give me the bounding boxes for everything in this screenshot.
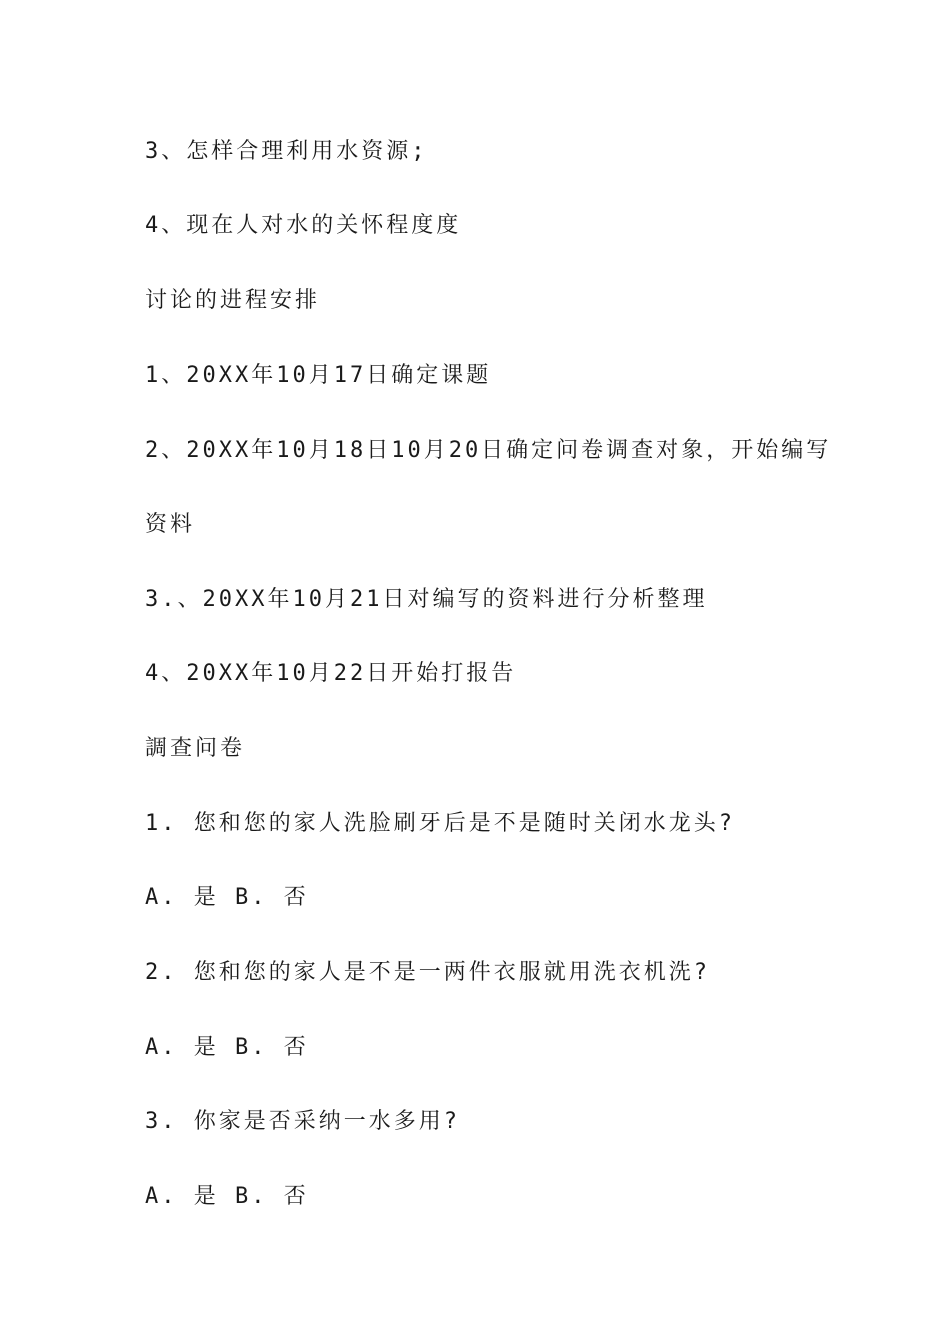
answer-options-2: A. 是 B. 否 (145, 1035, 309, 1060)
schedule-item-2: 2、20XX年10月18日10月20日确定问卷调查对象，开始编写 (145, 438, 832, 463)
schedule-item-3: 3.、20XX年10月21日对编写的资料进行分析整理 (145, 587, 708, 612)
list-item-3-water-use: 3、怎样合理利用水资源; (145, 139, 428, 164)
question-1: 1. 您和您的家人洗脸刷牙后是不是随时关闭水龙头? (145, 811, 735, 836)
schedule-item-4: 4、20XX年10月22日开始打报告 (145, 661, 517, 686)
question-2: 2. 您和您的家人是不是一两件衣服就用洗衣机洗? (145, 960, 710, 985)
answer-options-1: A. 是 B. 否 (145, 885, 309, 910)
question-3: 3. 你家是否采纳一水多用? (145, 1109, 460, 1134)
list-item-4-concern-level: 4、现在人对水的关怀程度度 (145, 213, 462, 238)
schedule-item-2-continued: 资料 (145, 512, 196, 537)
section-heading-schedule: 讨论的进程安排 (145, 288, 321, 313)
section-heading-questionnaire: 調查问卷 (145, 736, 246, 761)
answer-options-3: A. 是 B. 否 (145, 1184, 309, 1209)
schedule-item-1: 1、20XX年10月17日确定课题 (145, 363, 492, 388)
